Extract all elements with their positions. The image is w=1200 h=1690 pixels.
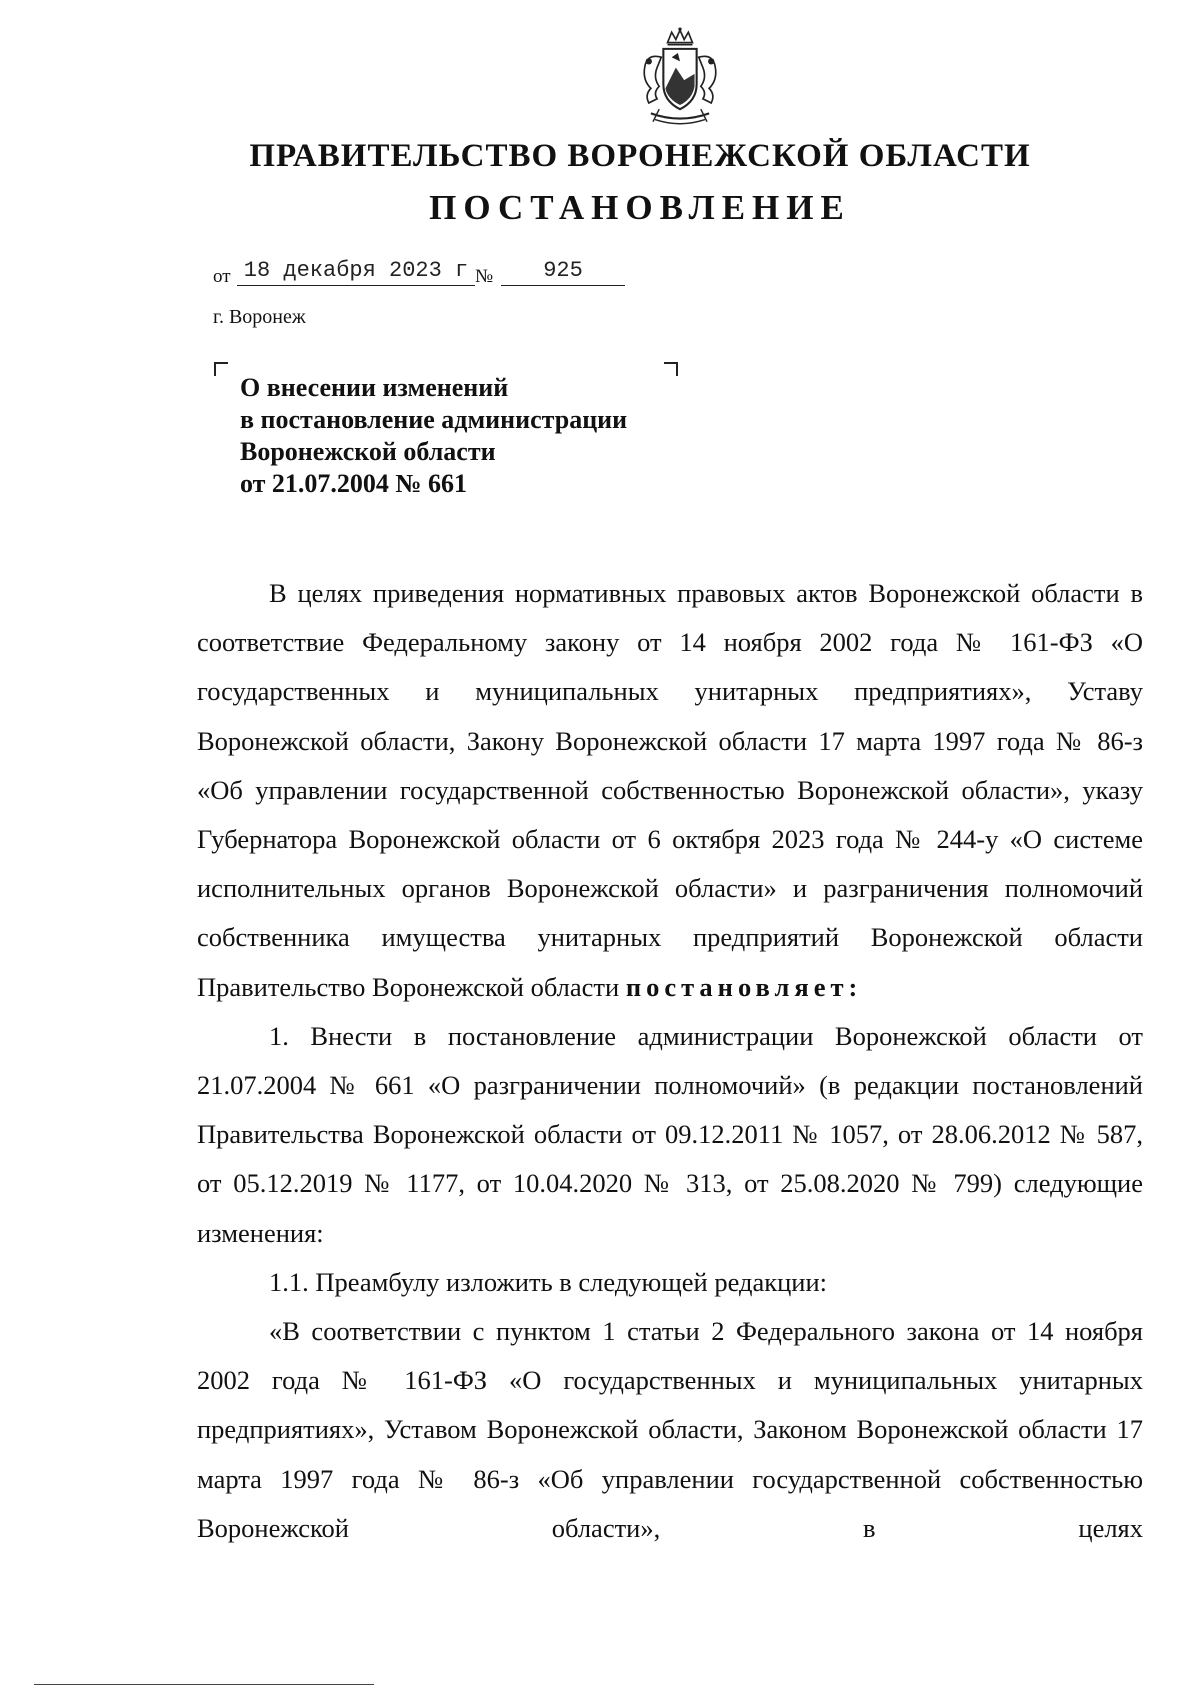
title-line: от 21.07.2004 № 661 — [240, 469, 468, 498]
clause-1-paragraph: 1. Внести в постановление администрации Воронежской области от 21.07.2004 № 661 «О разграничении полномочий» (в редакции постановлений Правительства Воронежской области от 09.12.2011 № 1057, от 28.06.2012 № 587, от 05.12.2019 № 1177, от 10.04.2020 № 313, от 25.08.2020 № 799) следующие изменения: — [197, 1020, 1143, 1248]
date-field: 18 декабря 2023 г — [237, 257, 475, 286]
clause-1-1-paragraph: 1.1. Преамбулу изложить в следующей редакции: — [269, 1266, 828, 1297]
title-line: О внесении изменений — [240, 373, 509, 402]
city-label: г. Воронеж — [213, 306, 306, 328]
title-line: Воронежской области — [240, 437, 496, 466]
document-type-heading: ПОСТАНОВЛЕНИЕ — [429, 188, 851, 227]
number-label: № — [475, 266, 494, 287]
preamble-text: В целях приведения нормативных правовых актов Воронежской области в соответствие Федеральному закону от 14 ноября 2002 года № 161-ФЗ «О государственных и муниципальных унитарных предприятиях», Уставу Воронежской области, Закону Воронежской области 17 марта 1997 года № 86-з «Об управлении государственной собственностью Воронежской области», указу Губернатора Воронежской области от 6 октября 2023 года № 244-у «О системе исполнительных органов Воронежской области» и разграничения полномочий собственника имущества унитарных предприятий Воронежской области Правительство Воронежской области — [197, 578, 1143, 1002]
date-label: от — [213, 266, 231, 287]
number-field: 925 — [501, 257, 625, 286]
quoted-preamble-paragraph: «В соответствии с пунктом 1 статьи 2 Федерального закона от 14 ноября 2002 года № 161-ФЗ «О государственных и муниципальных унитарных предприятиях», Уставом Воронежской области, Законом Воронежской области 17 марта 1997 года № 86-з «Об управлении государственной собственностью Воронежской области», в целях — [197, 1316, 1143, 1543]
coat-of-arms-icon — [628, 26, 732, 130]
footer-rule — [34, 1684, 374, 1685]
title-line: в постановление администрации — [240, 405, 628, 434]
title-corner-mark-left — [214, 362, 228, 376]
document-body — [197, 569, 1143, 1553]
resolves-keyword: постановляет: — [625, 971, 863, 1002]
date-number-line — [213, 254, 713, 288]
preamble-paragraph — [197, 569, 1143, 1012]
document-title — [240, 372, 700, 500]
organization-heading: ПРАВИТЕЛЬСТВО ВОРОНЕЖСКОЙ ОБЛАСТИ — [249, 138, 1031, 174]
